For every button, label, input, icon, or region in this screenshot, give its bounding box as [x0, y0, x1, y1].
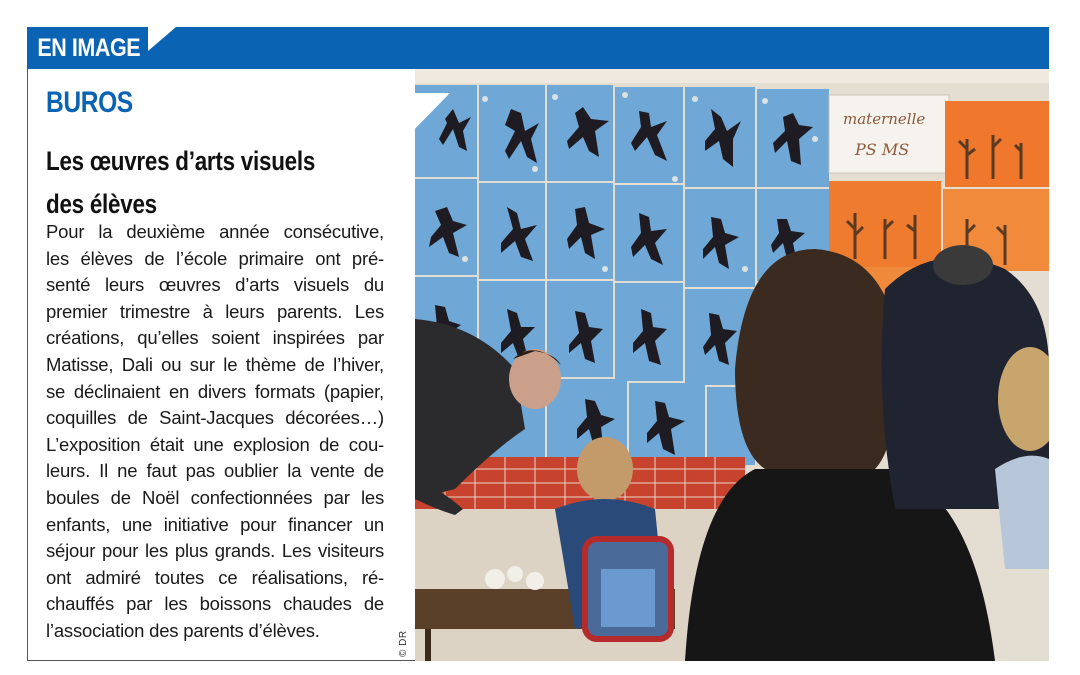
body-line: L’exposition était une explosion de cou- [46, 433, 384, 455]
section-label: EN IMAGE [27, 27, 151, 69]
article-kicker: BUROS [46, 86, 133, 119]
exhibition-photo-illustration [415, 69, 1049, 661]
sign-text-1: maternelle [843, 110, 926, 128]
article-body [46, 219, 384, 645]
classroom-sign [829, 95, 949, 173]
body-line: chauffés par les boissons chaudes de [46, 593, 384, 615]
section-header-bar [27, 27, 1049, 69]
body-line: senté leurs œuvres d’arts visuels du [46, 274, 384, 296]
sign-text-2: PS MS [855, 140, 910, 159]
body-line: boules de Noël confectionnées par les [46, 486, 384, 508]
body-line: premier trimestre à leurs parents. Les [46, 300, 384, 322]
body-line: ont admiré toutes ce réalisations, ré- [46, 566, 384, 588]
body-line: enfants, une initiative pour financer un [46, 513, 384, 535]
body-line: créations, qu’elles soient inspirées par [46, 327, 384, 349]
article-headline [46, 140, 378, 226]
photo-credit: © DR [398, 630, 409, 657]
body-line: leurs. Il ne faut pas oublier la vente de [46, 460, 384, 482]
body-line: l’association des parents d’élèves. [46, 619, 320, 641]
headline-line: Les œuvres d’arts visuels [46, 146, 316, 176]
body-line: se déclinaient en divers formats (papier, [46, 380, 384, 402]
headline-line: des élèves [46, 189, 157, 219]
body-line: coquilles de Saint-Jacques décorées…) [46, 407, 384, 429]
body-line: Matisse, Dali ou sur le thème de l’hiver, [46, 353, 384, 375]
body-line: séjour pour les plus grands. Les visiteurs [46, 540, 384, 562]
body-line: les élèves de l’école primaire ont pré- [46, 247, 384, 269]
article-photo [415, 69, 1049, 661]
body-line: Pour la deuxième année consécutive, [46, 221, 384, 242]
